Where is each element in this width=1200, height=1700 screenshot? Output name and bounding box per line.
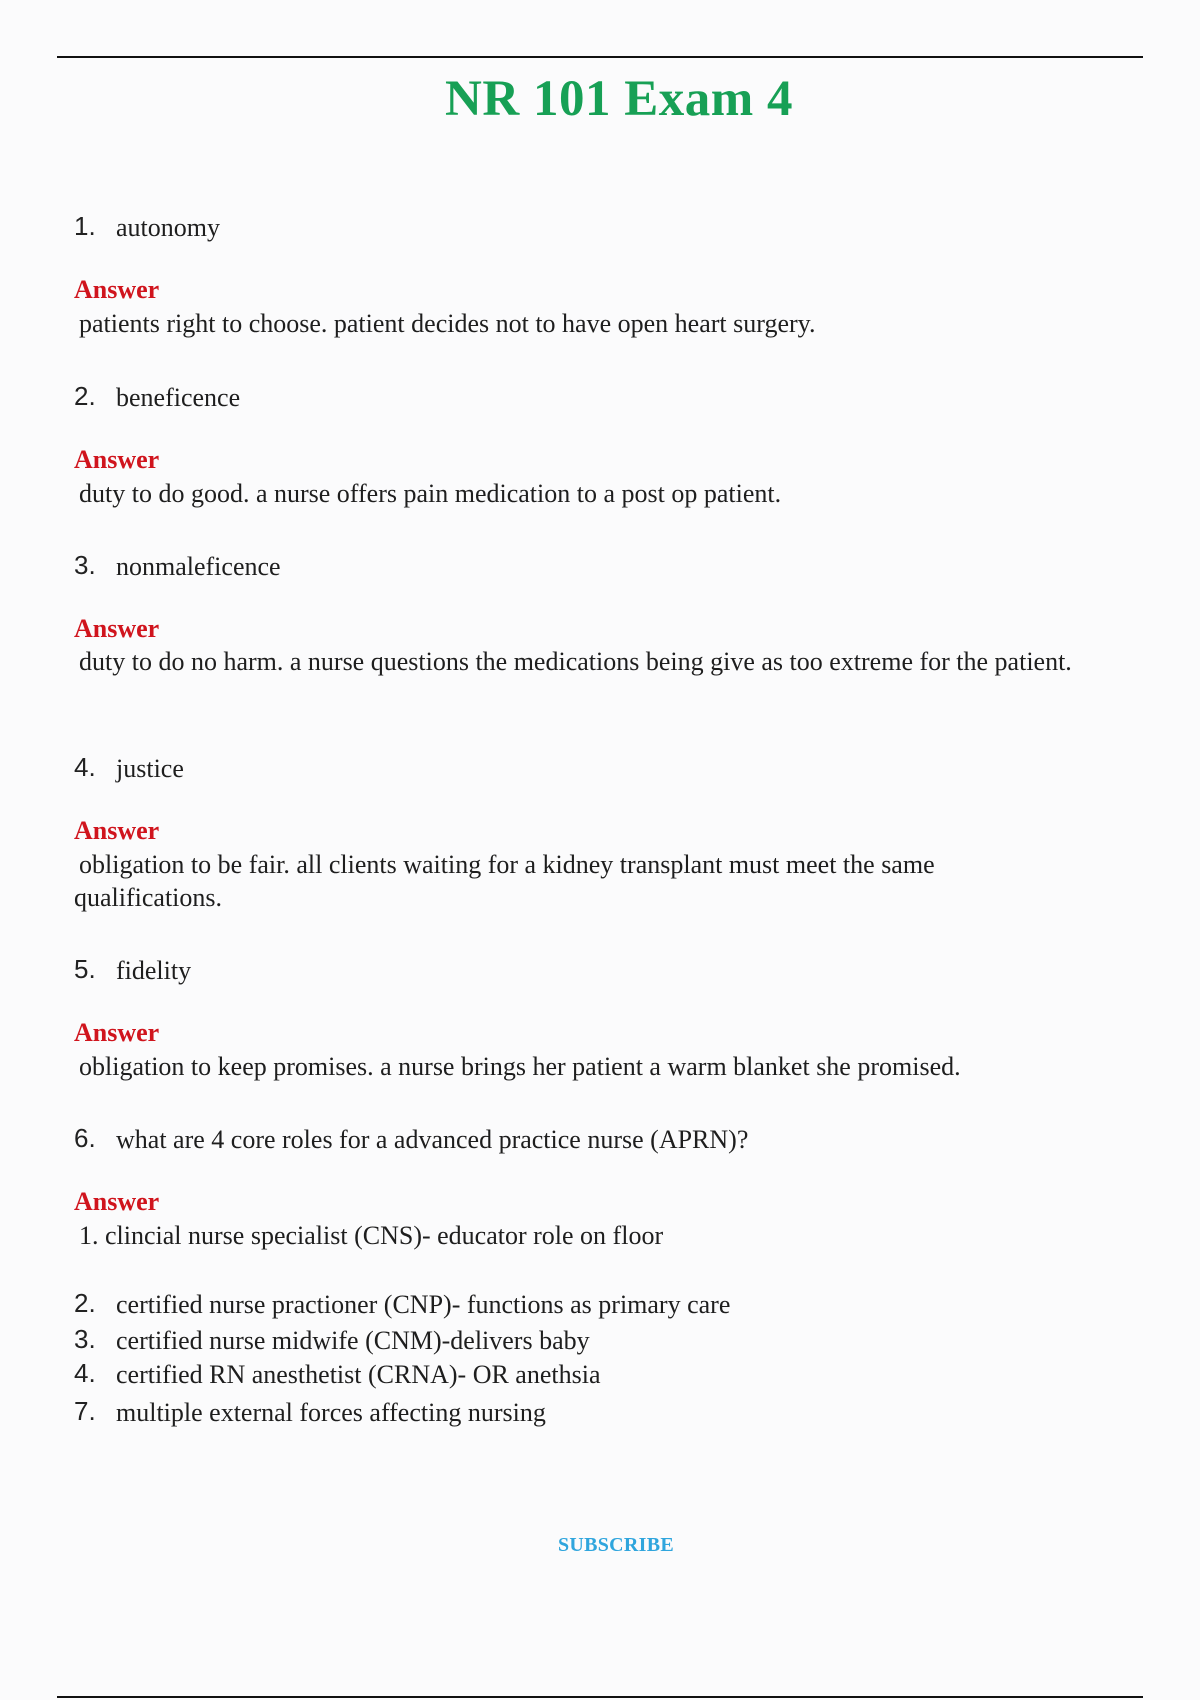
answer-label: Answer [74,275,160,304]
question-term: beneficence [116,383,241,412]
question-term: autonomy [116,213,220,242]
answer-text: obligation to keep promises. a nurse brings her patient a warm blanket she promised. [79,1052,961,1081]
list-item-text: certified nurse midwife (CNM)-delivers baby [116,1326,590,1355]
answer-text: 1. clincial nurse specialist (CNS)- educator role on floor [79,1221,664,1250]
question-number: 6. [74,1123,96,1153]
top-rule [57,56,1143,58]
question-term: what are 4 core roles for a advanced practice nurse (APRN)? [116,1125,749,1154]
question-number: 5. [74,954,96,984]
answer-text: duty to do good. a nurse offers pain medication to a post op patient. [79,479,782,508]
question-number: 1. [74,211,96,241]
answer-text: obligation to be fair. all clients waiting for a kidney transplant must meet the same qualifications. [74,850,935,912]
list-item-text: multiple external forces affecting nursing [116,1398,546,1427]
answer-label: Answer [74,1018,160,1047]
list-item-text: certified nurse practioner (CNP)- functions as primary care [116,1290,731,1319]
document-title: NR 101 Exam 4 [445,71,793,127]
list-number: 4. [74,1358,96,1388]
subscribe-link[interactable]: SUBSCRIBE [557,1534,675,1556]
list-number: 3. [74,1324,96,1354]
question-number: 2. [74,381,96,411]
answer-label: Answer [74,614,160,643]
answer-text: patients right to choose. patient decides not to have open heart surgery. [79,309,816,338]
list-item-text: certified RN anesthetist (CRNA)- OR anethsia [116,1360,601,1389]
question-number: 3. [74,550,96,580]
answer-label: Answer [74,445,160,474]
question-number: 4. [74,752,96,782]
answer-text: duty to do no harm. a nurse questions the medications being give as too extreme for the patient. [79,647,1072,676]
list-number: 2. [74,1288,96,1318]
list-number: 7. [74,1396,96,1426]
answer-label: Answer [74,1187,160,1216]
question-term: fidelity [116,956,192,985]
question-term: nonmaleficence [116,552,281,581]
question-term: justice [116,754,184,783]
answer-label: Answer [74,816,160,845]
bottom-rule [57,1696,1143,1698]
